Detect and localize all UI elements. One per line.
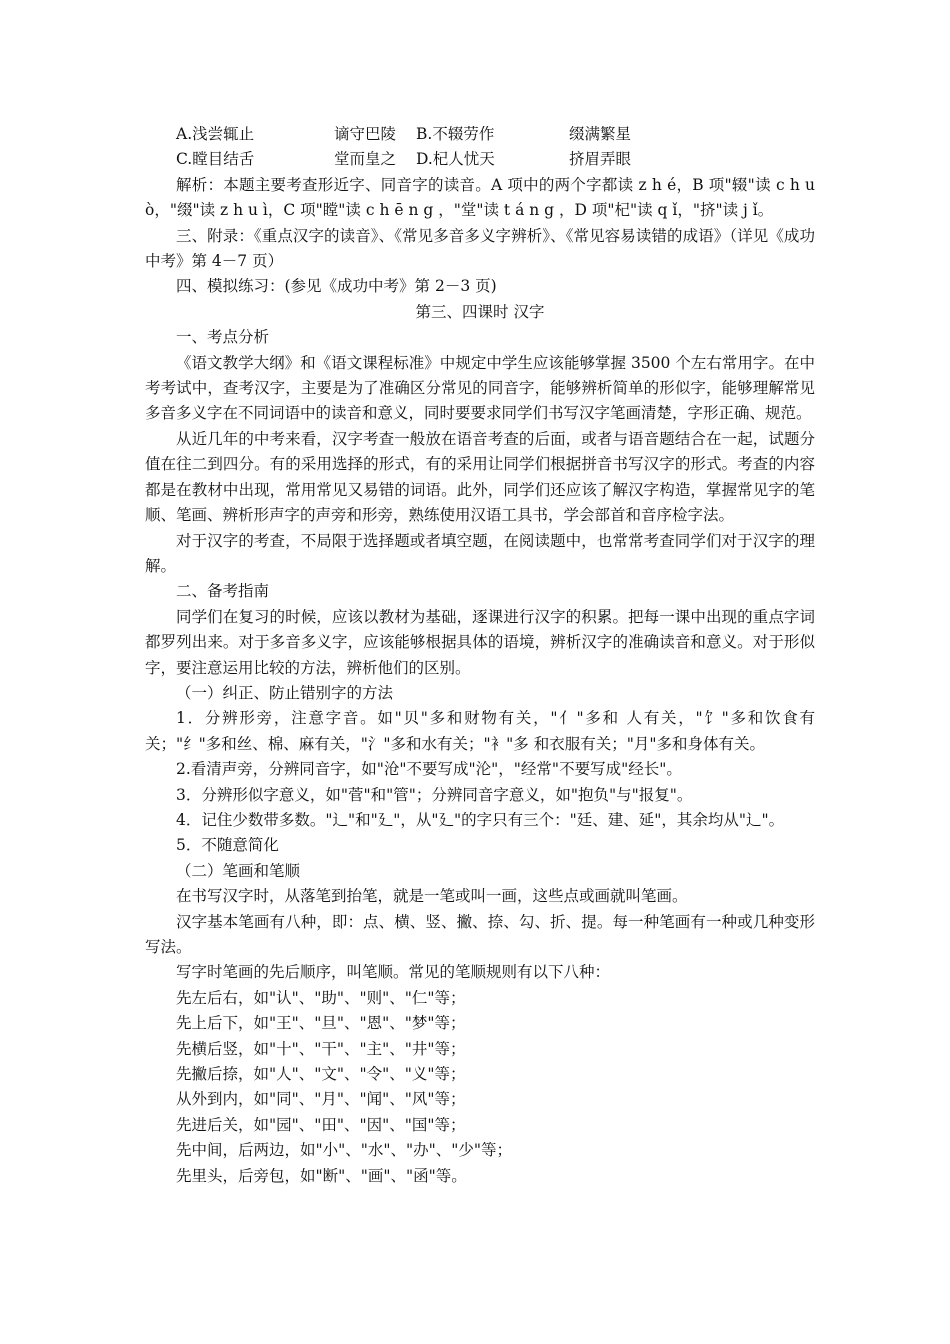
stroke-order-rule: 先上后下，如"王"、"旦"、"恩"、"梦"等； [176,1014,466,1033]
option-b-word1: B.不辍劳作 [416,125,495,143]
appendix-paragraph: 三、附录：《重点汉字的读音》、《常见多音多义字辨析》、《常见容易读错的成语》（详见《成功中考》第 4－7 页） [145,226,815,271]
option-a-word1: A.浅尝辄止 [176,125,255,143]
option-c-word1: C.瞠目结舌 [176,150,255,169]
options-row [145,147,815,172]
stroke-order-rule: 先进后关，如"园"、"田"、"因"、"国"等； [176,1115,466,1134]
list-item: 4．记住少数带多数。"辶"和"廴"，从"廴"的字只有三个："廷、建、延"，其余均从"辶"。 [176,810,785,829]
body-paragraph: 在书写汉字时，从落笔到抬笔，就是一笔或叫一画，这些点或画就叫笔画。 [176,887,688,906]
stroke-order-rule: 先撇后捺，如"人"、"文"、"令"、"义"等； [176,1065,466,1084]
options-row [145,122,815,147]
option-b-word2: 缀满繁星 [569,125,632,143]
section-heading: 一、考点分析 [176,328,270,347]
option-d-word1: D.杞人忧天 [416,150,495,169]
body-paragraph: 写字时笔画的先后顺序，叫笔顺。常见的笔顺规则有以下八种： [176,963,611,982]
list-item: 1．分辨形旁，注意字音。如"贝"多和财物有关，"亻"多和 人有关，"饣"多和饮食有关；"纟"多和丝、棉、麻有关，"氵"多和水有关；"衤"多 和衣服有关；"月"多和身体有关。 [145,709,815,753]
document-body [145,122,815,1189]
section-heading: 二、备考指南 [176,582,270,601]
stroke-order-rule: 先左后右，如"认"、"助"、"则"、"仁"等； [176,988,466,1007]
list-item: 5．不随意简化 [176,836,279,855]
analysis-paragraph: 解析：本题主要考查形近字、同音字的读音。A 项中的两个字都读 z h é，B 项"辍"读 c h u ò，"缀"读 z h u ì，C 项"瞠"读 c h ē n g ，"堂"读 t á n g ，D 项"杞"读 q ǐ，"挤"读 j ǐ。 [145,175,815,220]
stroke-order-rule: 先横后竖，如"十"、"干"、"主"、"井"等； [176,1039,466,1058]
list-item: 3．分辨形似字意义，如"菅"和"管"；分辨同音字意义，如"抱负"与"报复"。 [176,785,693,804]
stroke-order-rule: 先里头，后旁包，如"断"、"画"、"函"等。 [176,1166,467,1185]
practice-paragraph: 四、模拟练习：(参见《成功中考》第 2－3 页) [176,277,497,296]
stroke-order-rule: 从外到内，如"同"、"月"、"闻"、"风"等； [176,1090,466,1109]
body-paragraph: 同学们在复习的时候，应该以教材为基础，逐课进行汉字的积累。把每一课中出现的重点字词都罗列出来。对于多音多义字，应该能够根据具体的语境，辨析汉字的准确读音和意义。对于形似字，要注意运用比较的方法，辨析他们的区别。 [145,607,815,677]
subsection-heading: （二）笔画和笔顺 [176,861,301,880]
stroke-order-rule: 先中间，后两边，如"小"、"水"、"办"、"少"等； [176,1141,513,1160]
lesson-title: 第三、四课时 汉字 [415,302,545,321]
list-item: 2.看清声旁，分辨同音字，如"沧"不要写成"沦"，"经常"不要写成"经长"。 [176,760,682,779]
option-a-word2: 谪守巴陵 [334,125,397,143]
option-d-word2: 挤眉弄眼 [569,150,632,169]
body-paragraph: 汉字基本笔画有八种，即：点、横、竖、撇、捺、勾、折、提。每一种笔画有一种或几种变形写法。 [145,912,815,956]
subsection-heading: （一）纠正、防止错别字的方法 [176,683,394,702]
body-paragraph: 《语文教学大纲》和《语文课程标准》中规定中学生应该能够掌握 3500 个左右常用字。在中考考试中，查考汉字，主要是为了准确区分常见的同音字，能够辨析简单的形似字，能够理解常见多音多义字在不同词语中的读音和意义，同时要要求同学们书写汉字笔画清楚，字形正确、规范。 [145,353,815,423]
body-paragraph: 从近几年的中考来看，汉字考查一般放在语音考查的后面，或者与语音题结合在一起，试题分值在往二到四分。有的采用选择的形式，有的采用让同学们根据拼音书写汉字的形式。考查的内容都是在教材中出现，常用常见又易错的词语。此外，同学们还应该了解汉字构造，掌握常见字的笔顺、笔画、辨析形声字的声旁和形旁，熟练使用汉语工具书，学会部首和音序检字法。 [145,429,815,525]
body-paragraph: 对于汉字的考查，不局限于选择题或者填空题，在阅读题中，也常常考查同学们对于汉字的理解。 [145,531,815,575]
option-c-word2: 堂而皇之 [334,150,397,169]
